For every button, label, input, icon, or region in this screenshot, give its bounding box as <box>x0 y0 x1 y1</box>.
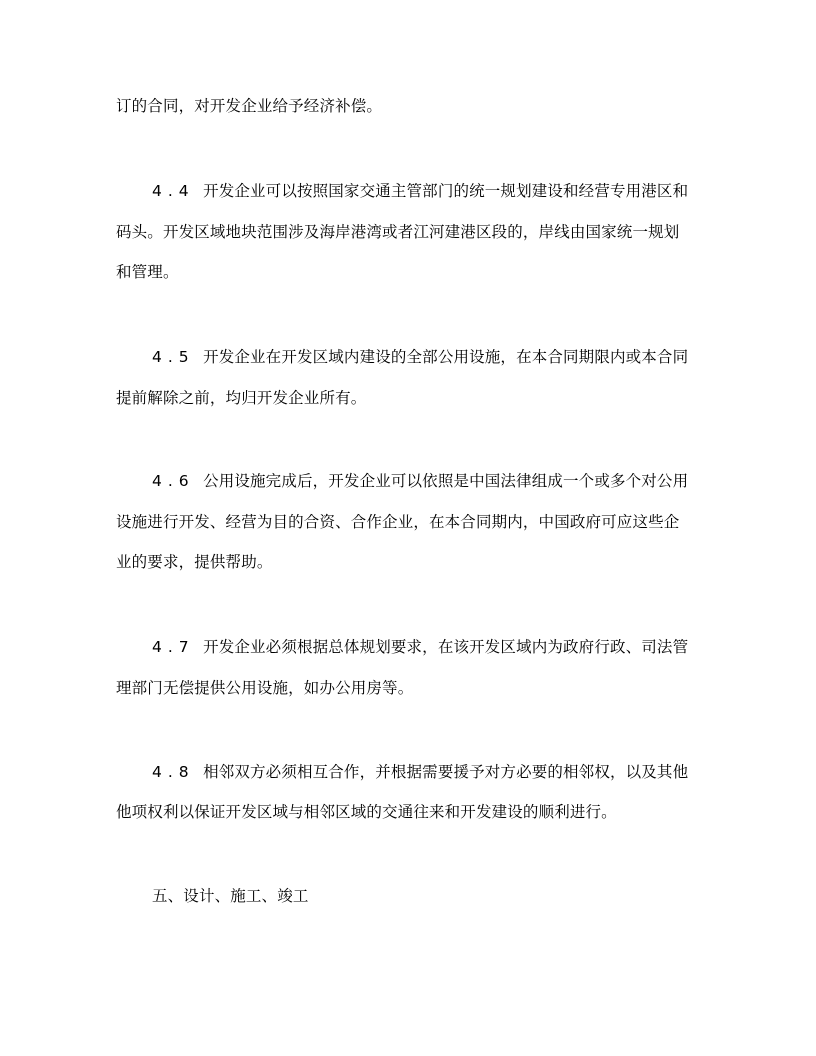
paragraph-line: 订的合同，对开发企业给予经济补偿。 <box>116 97 383 115</box>
clause-text: 开发企业在开发区域内建设的全部公用设施，在本合同期限内或本合同 <box>203 348 689 366</box>
clause-number: 4.6 <box>152 472 195 490</box>
clause-4-8 <box>152 762 752 782</box>
paragraph-line: 码头。开发区域地块范围涉及海岸港湾或者江河建港区段的，岸线由国家统一规划 <box>116 223 680 241</box>
clause-number: 4.7 <box>152 638 195 656</box>
section-heading: 五、设计、施工、竣工 <box>152 887 309 905</box>
clause-4-6 <box>152 471 752 491</box>
paragraph-line: 设施进行开发、经营为目的合资、合作企业，在本合同期内，中国政府可应这些企 <box>116 513 680 531</box>
clause-number: 4.8 <box>152 763 195 781</box>
paragraph-line: 理部门无偿提供公用设施，如办公用房等。 <box>116 679 414 697</box>
paragraph-line: 业的要求，提供帮助。 <box>116 553 273 571</box>
clause-4-4 <box>152 181 752 201</box>
paragraph-line: 他项权利以保证开发区域与相邻区域的交通往来和开发建设的顺利进行。 <box>116 803 617 821</box>
clause-4-7 <box>152 637 752 657</box>
paragraph-line: 提前解除之前，均归开发企业所有。 <box>116 389 367 407</box>
clause-text: 公用设施完成后，开发企业可以依照是中国法律组成一个或多个对公用 <box>203 472 689 490</box>
clause-text: 开发企业可以按照国家交通主管部门的统一规划建设和经营专用港区和 <box>203 182 689 200</box>
clause-text: 开发企业必须根据总体规划要求，在该开发区域内为政府行政、司法管 <box>203 638 689 656</box>
clause-text: 相邻双方必须相互合作，并根据需要援予对方必要的相邻权，以及其他 <box>203 763 689 781</box>
clause-4-5 <box>152 347 752 367</box>
clause-number: 4.4 <box>152 182 195 200</box>
clause-number: 4.5 <box>152 348 195 366</box>
paragraph-line: 和管理。 <box>116 263 179 281</box>
